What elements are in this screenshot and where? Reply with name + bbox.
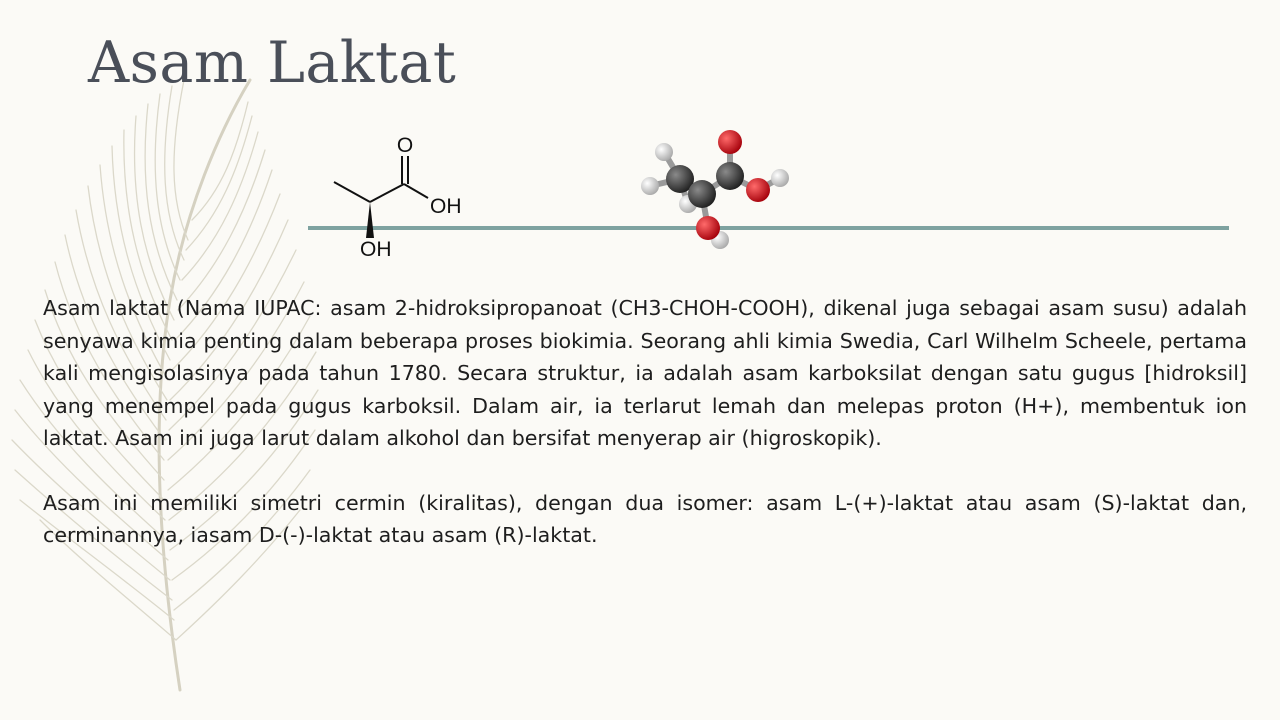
oxygen-label: O	[396, 134, 414, 157]
lactic-acid-skeletal-formula	[322, 128, 482, 264]
carboxyl-oh-label: OH	[430, 195, 462, 218]
lactic-acid-ball-and-stick-model	[630, 124, 800, 254]
slide-body	[43, 292, 1247, 584]
hydroxyl-oh-label: OH	[360, 238, 392, 261]
paragraph-intro: Asam laktat (Nama IUPAC: asam 2-hidroksipropanoat (CH3-CHOH-COOH), dikenal juga sebagai asam susu) adalah senyawa kimia penting dalam beberapa proses biokimia. Seorang ahli kimia Swedia, Carl Wilhelm Scheele, pertama kali mengisolasinya pada tahun 1780. Secara struktur, ia adalah asam karboksilat dengan satu gugus [hidroksil] yang menempel pada gugus karboksil. Dalam air, ia terlarut lemah dan melepas proton (H+), membentuk ion laktat. Asam ini juga larut dalam alkohol dan bersifat menyerap air (higroskopik).	[43, 296, 1247, 450]
paragraph-chirality: Asam ini memiliki simetri cermin (kiralitas), dengan dua isomer: asam L-(+)-laktat atau asam (S)-laktat dan, cerminannya, iasam D-(-)-laktat atau asam (R)-laktat.	[43, 490, 1247, 547]
slide-title: Asam Laktat	[88, 30, 457, 96]
